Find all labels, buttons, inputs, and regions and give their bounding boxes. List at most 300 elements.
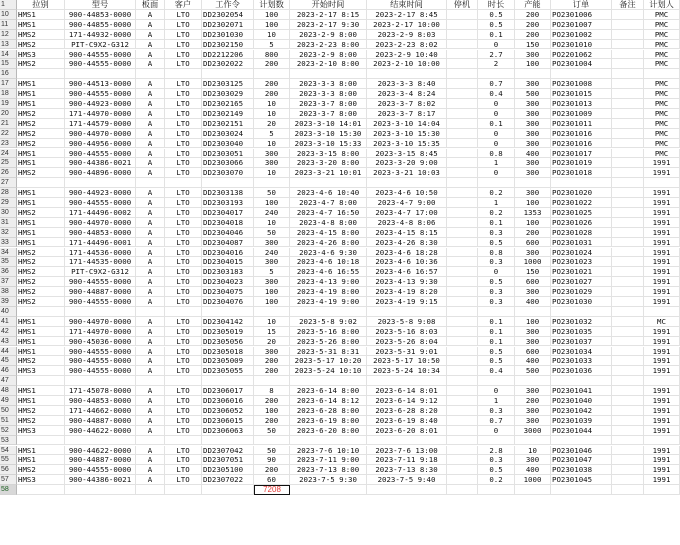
cell-duration[interactable]: 0.1 (478, 218, 515, 228)
row-number[interactable]: 25 (0, 158, 17, 168)
cell-model[interactable]: 900-44853-0000 (65, 228, 136, 238)
cell-work-order[interactable]: DD2302151 (202, 119, 254, 129)
cell-planner[interactable]: MC (644, 317, 680, 327)
cell-model[interactable]: 900-44555-0000 (65, 59, 136, 69)
cell-side[interactable]: A (136, 20, 165, 30)
cell-remark[interactable] (612, 436, 644, 446)
cell-downtime[interactable] (447, 59, 478, 69)
cell-downtime[interactable] (447, 218, 478, 228)
cell-end-time[interactable]: 2023-4-6 10:50 (367, 188, 447, 198)
cell-capacity[interactable]: 400 (515, 356, 551, 366)
cell-order[interactable]: PO2301032 (551, 317, 612, 327)
cell-side[interactable]: A (136, 396, 165, 406)
cell-work-order[interactable]: DD2304075 (202, 287, 254, 297)
cell-remark[interactable] (612, 79, 644, 89)
cell-planner[interactable]: PMC (644, 20, 680, 30)
cell-duration[interactable]: 0.5 (478, 356, 515, 366)
cell-downtime[interactable] (447, 366, 478, 376)
row-number[interactable]: 53 (0, 436, 17, 446)
cell-order[interactable]: PO2301004 (551, 59, 612, 69)
cell-planner[interactable]: PMC (644, 139, 680, 149)
row-number[interactable]: 24 (0, 149, 17, 159)
cell-planner[interactable] (644, 69, 680, 79)
cell-model[interactable]: 900-44513-0000 (65, 79, 136, 89)
cell-line[interactable]: HMS3 (17, 366, 65, 376)
cell-work-order[interactable]: DD2303183 (202, 267, 254, 277)
cell-downtime[interactable] (447, 406, 478, 416)
cell-order[interactable]: PO2301018 (551, 168, 612, 178)
cell-line[interactable]: HMS1 (17, 238, 65, 248)
cell-end-time[interactable]: 2023-3-7 8:17 (367, 109, 447, 119)
cell-remark[interactable] (612, 178, 644, 188)
cell-work-order[interactable]: DD2306052 (202, 406, 254, 416)
cell-customer[interactable] (165, 376, 202, 386)
cell-customer[interactable]: LTO (165, 317, 202, 327)
cell-plan-qty[interactable]: 50 (254, 446, 290, 456)
cell-order[interactable]: PO2301030 (551, 297, 612, 307)
cell-side[interactable]: A (136, 129, 165, 139)
cell-side[interactable]: A (136, 89, 165, 99)
cell-line[interactable]: HMS1 (17, 149, 65, 159)
cell-planner[interactable]: 1991 (644, 198, 680, 208)
cell-model[interactable]: 171-44496-0002 (65, 208, 136, 218)
cell-order[interactable] (551, 436, 612, 446)
row-number[interactable]: 17 (0, 79, 17, 89)
cell-planner[interactable]: 1991 (644, 327, 680, 337)
cell-remark[interactable] (612, 416, 644, 426)
cell-work-order[interactable]: DD2305055 (202, 366, 254, 376)
cell-capacity[interactable]: 150 (515, 267, 551, 277)
cell-side[interactable]: A (136, 446, 165, 456)
cell-end-time[interactable]: 2023-4-6 18:28 (367, 248, 447, 258)
cell-plan-qty[interactable]: 800 (254, 50, 290, 60)
cell-order[interactable]: PO2301016 (551, 129, 612, 139)
cell-side[interactable]: A (136, 287, 165, 297)
cell-capacity[interactable]: 400 (515, 465, 551, 475)
cell-duration[interactable]: 1 (478, 198, 515, 208)
row-number[interactable]: 38 (0, 287, 17, 297)
cell-remark[interactable] (612, 158, 644, 168)
cell-work-order[interactable]: DD2305019 (202, 327, 254, 337)
row-number[interactable]: 30 (0, 208, 17, 218)
cell-side[interactable]: A (136, 356, 165, 366)
cell-end-time[interactable]: 2023-3-21 10:03 (367, 168, 447, 178)
cell-order[interactable] (551, 178, 612, 188)
cell-capacity[interactable]: 300 (515, 455, 551, 465)
cell-line[interactable]: HMS2 (17, 208, 65, 218)
cell-planner[interactable]: PMC (644, 79, 680, 89)
cell-duration[interactable]: 0.3 (478, 406, 515, 416)
cell-capacity[interactable]: 300 (515, 337, 551, 347)
cell-capacity[interactable]: 200 (515, 30, 551, 40)
cell-model[interactable]: 900-44923-0000 (65, 188, 136, 198)
cell-capacity[interactable]: 1000 (515, 257, 551, 267)
cell-start-time[interactable]: 2023-6-14 8:00 (290, 386, 367, 396)
row-number[interactable]: 13 (0, 40, 17, 50)
cell-work-order[interactable]: DD2302150 (202, 40, 254, 50)
cell-line[interactable]: HMS2 (17, 465, 65, 475)
cell-capacity[interactable]: 300 (515, 386, 551, 396)
cell-downtime[interactable] (447, 317, 478, 327)
row-number[interactable]: 56 (0, 465, 17, 475)
header-cell-line[interactable]: 拉别 (17, 0, 65, 10)
cell-remark[interactable] (612, 396, 644, 406)
cell-downtime[interactable] (447, 119, 478, 129)
cell-model[interactable]: PIT-C9X2-G312 (65, 40, 136, 50)
cell-work-order[interactable]: DD2306063 (202, 426, 254, 436)
row-number[interactable]: 44 (0, 347, 17, 357)
cell-end-time[interactable]: 2023-3-3 8:40 (367, 79, 447, 89)
row-number[interactable]: 26 (0, 168, 17, 178)
cell-plan-qty[interactable]: 100 (254, 406, 290, 416)
cell-remark[interactable] (612, 188, 644, 198)
cell-line[interactable]: HMS2 (17, 40, 65, 50)
cell-customer[interactable]: LTO (165, 416, 202, 426)
row-number[interactable]: 47 (0, 376, 17, 386)
cell-start-time[interactable]: 2023-5-17 10:20 (290, 356, 367, 366)
cell-customer[interactable] (165, 485, 202, 495)
cell-model[interactable]: 900-44896-0000 (65, 168, 136, 178)
cell-model[interactable] (65, 178, 136, 188)
cell-end-time[interactable]: 2023-5-31 9:01 (367, 347, 447, 357)
cell-model[interactable]: 900-44887-0000 (65, 416, 136, 426)
cell-work-order[interactable]: DD2304018 (202, 218, 254, 228)
cell-start-time[interactable]: 2023-3-7 8:00 (290, 99, 367, 109)
cell-planner[interactable] (644, 307, 680, 317)
cell-end-time[interactable]: 2023-5-8 9:08 (367, 317, 447, 327)
cell-start-time[interactable] (290, 307, 367, 317)
cell-work-order[interactable]: DD2305056 (202, 337, 254, 347)
cell-work-order[interactable]: DD2304023 (202, 277, 254, 287)
cell-order[interactable]: PO2301010 (551, 40, 612, 50)
cell-downtime[interactable] (447, 50, 478, 60)
cell-plan-qty[interactable]: 100 (254, 20, 290, 30)
cell-side[interactable] (136, 307, 165, 317)
cell-duration[interactable]: 0.3 (478, 257, 515, 267)
cell-end-time[interactable] (367, 376, 447, 386)
cell-customer[interactable]: LTO (165, 40, 202, 50)
cell-work-order[interactable]: DD2212206 (202, 50, 254, 60)
cell-order[interactable]: PO2301045 (551, 475, 612, 485)
cell-start-time[interactable] (290, 485, 367, 495)
cell-downtime[interactable] (447, 287, 478, 297)
cell-order[interactable]: PO2301027 (551, 277, 612, 287)
cell-start-time[interactable]: 2023-3-7 8:00 (290, 109, 367, 119)
cell-work-order[interactable]: DD2303029 (202, 89, 254, 99)
cell-end-time[interactable]: 2023-4-8 8:06 (367, 218, 447, 228)
cell-order[interactable]: PO2301033 (551, 356, 612, 366)
cell-duration[interactable]: 0.3 (478, 228, 515, 238)
cell-remark[interactable] (612, 109, 644, 119)
cell-customer[interactable]: LTO (165, 426, 202, 436)
cell-downtime[interactable] (447, 455, 478, 465)
row-number[interactable]: 55 (0, 455, 17, 465)
cell-model[interactable]: 900-44386-0021 (65, 475, 136, 485)
cell-line[interactable]: HMS2 (17, 267, 65, 277)
cell-end-time[interactable]: 2023-4-15 8:15 (367, 228, 447, 238)
cell-model[interactable]: 900-44555-0000 (65, 198, 136, 208)
cell-capacity[interactable]: 300 (515, 188, 551, 198)
row-number[interactable]: 33 (0, 238, 17, 248)
cell-customer[interactable]: LTO (165, 228, 202, 238)
cell-work-order[interactable] (202, 178, 254, 188)
cell-duration[interactable]: 2.8 (478, 446, 515, 456)
cell-order[interactable]: PO2301037 (551, 337, 612, 347)
cell-downtime[interactable] (447, 436, 478, 446)
cell-line[interactable]: HMS2 (17, 257, 65, 267)
cell-line[interactable]: HMS1 (17, 337, 65, 347)
cell-start-time[interactable] (290, 178, 367, 188)
cell-model[interactable] (65, 69, 136, 79)
row-number[interactable]: 15 (0, 59, 17, 69)
cell-start-time[interactable]: 2023-5-8 9:02 (290, 317, 367, 327)
cell-duration[interactable]: 1 (478, 158, 515, 168)
cell-downtime[interactable] (447, 257, 478, 267)
cell-downtime[interactable] (447, 79, 478, 89)
row-number[interactable]: 51 (0, 416, 17, 426)
cell-order[interactable]: PO2301031 (551, 238, 612, 248)
cell-remark[interactable] (612, 59, 644, 69)
cell-work-order[interactable]: DD2303040 (202, 139, 254, 149)
cell-duration[interactable]: 0 (478, 129, 515, 139)
cell-planner[interactable]: 1991 (644, 455, 680, 465)
cell-planner[interactable]: 1991 (644, 158, 680, 168)
cell-start-time[interactable]: 2023-3-10 14:01 (290, 119, 367, 129)
cell-remark[interactable] (612, 119, 644, 129)
cell-planner[interactable]: 1991 (644, 406, 680, 416)
cell-order[interactable]: PO2301013 (551, 99, 612, 109)
cell-model[interactable]: 900-44555-0000 (65, 347, 136, 357)
cell-plan-qty[interactable] (254, 376, 290, 386)
cell-planner[interactable]: 1991 (644, 297, 680, 307)
cell-line[interactable]: HMS1 (17, 20, 65, 30)
cell-work-order[interactable]: DD2306016 (202, 396, 254, 406)
cell-remark[interactable] (612, 277, 644, 287)
cell-customer[interactable] (165, 178, 202, 188)
cell-downtime[interactable] (447, 69, 478, 79)
cell-line[interactable]: HMS2 (17, 277, 65, 287)
cell-plan-qty[interactable]: 10 (254, 30, 290, 40)
cell-downtime[interactable] (447, 20, 478, 30)
cell-customer[interactable]: LTO (165, 475, 202, 485)
header-cell-work-order[interactable]: 工作令 (202, 0, 254, 10)
cell-remark[interactable] (612, 149, 644, 159)
cell-customer[interactable]: LTO (165, 257, 202, 267)
row-number[interactable]: 18 (0, 89, 17, 99)
cell-customer[interactable]: LTO (165, 455, 202, 465)
cell-capacity[interactable]: 300 (515, 79, 551, 89)
cell-capacity[interactable]: 300 (515, 119, 551, 129)
cell-customer[interactable]: LTO (165, 20, 202, 30)
cell-plan-qty[interactable]: 200 (254, 396, 290, 406)
cell-end-time[interactable]: 2023-4-7 9:00 (367, 198, 447, 208)
cell-remark[interactable] (612, 337, 644, 347)
cell-duration[interactable]: 0 (478, 139, 515, 149)
cell-capacity[interactable] (515, 307, 551, 317)
cell-remark[interactable] (612, 455, 644, 465)
cell-line[interactable] (17, 178, 65, 188)
cell-plan-qty[interactable]: 100 (254, 198, 290, 208)
cell-end-time[interactable]: 2023-2-9 10:40 (367, 50, 447, 60)
row-number[interactable]: 23 (0, 139, 17, 149)
cell-downtime[interactable] (447, 376, 478, 386)
cell-remark[interactable] (612, 406, 644, 416)
cell-planner[interactable] (644, 485, 680, 495)
row-number[interactable]: 32 (0, 228, 17, 238)
cell-downtime[interactable] (447, 40, 478, 50)
cell-line[interactable]: HMS2 (17, 406, 65, 416)
cell-side[interactable]: A (136, 228, 165, 238)
cell-customer[interactable]: LTO (165, 89, 202, 99)
cell-downtime[interactable] (447, 238, 478, 248)
cell-duration[interactable]: 0.1 (478, 30, 515, 40)
cell-model[interactable]: 900-44622-0000 (65, 446, 136, 456)
cell-planner[interactable]: 1991 (644, 277, 680, 287)
cell-capacity[interactable]: 100 (515, 218, 551, 228)
cell-line[interactable]: HMS1 (17, 10, 65, 20)
row-number[interactable]: 57 (0, 475, 17, 485)
cell-side[interactable]: A (136, 119, 165, 129)
cell-end-time[interactable]: 2023-4-19 9:15 (367, 297, 447, 307)
cell-downtime[interactable] (447, 129, 478, 139)
cell-remark[interactable] (612, 238, 644, 248)
cell-end-time[interactable]: 2023-3-15 8:45 (367, 149, 447, 159)
cell-capacity[interactable]: 3000 (515, 426, 551, 436)
cell-capacity[interactable] (515, 436, 551, 446)
row-number[interactable]: 49 (0, 396, 17, 406)
cell-remark[interactable] (612, 475, 644, 485)
cell-customer[interactable]: LTO (165, 446, 202, 456)
cell-end-time[interactable]: 2023-6-28 8:20 (367, 406, 447, 416)
cell-end-time[interactable] (367, 436, 447, 446)
cell-side[interactable]: A (136, 188, 165, 198)
cell-start-time[interactable]: 2023-4-7 8:00 (290, 198, 367, 208)
cell-customer[interactable]: LTO (165, 10, 202, 20)
cell-downtime[interactable] (447, 297, 478, 307)
cell-customer[interactable]: LTO (165, 188, 202, 198)
row-number[interactable]: 45 (0, 356, 17, 366)
cell-duration[interactable]: 0.4 (478, 366, 515, 376)
cell-plan-qty[interactable]: 200 (254, 79, 290, 89)
cell-side[interactable] (136, 485, 165, 495)
cell-model[interactable]: 900-45036-0000 (65, 337, 136, 347)
cell-start-time[interactable]: 2023-3-20 8:00 (290, 158, 367, 168)
cell-end-time[interactable]: 2023-5-17 10:50 (367, 356, 447, 366)
cell-customer[interactable]: LTO (165, 218, 202, 228)
cell-line[interactable]: HMS2 (17, 129, 65, 139)
cell-start-time[interactable]: 2023-5-24 10:10 (290, 366, 367, 376)
cell-plan-qty[interactable] (254, 69, 290, 79)
cell-model[interactable]: 171-44662-0000 (65, 406, 136, 416)
cell-planner[interactable] (644, 376, 680, 386)
cell-end-time[interactable]: 2023-6-14 9:12 (367, 396, 447, 406)
cell-work-order[interactable]: DD2306015 (202, 416, 254, 426)
cell-remark[interactable] (612, 287, 644, 297)
cell-work-order[interactable]: DD2304016 (202, 248, 254, 258)
row-number[interactable]: 34 (0, 248, 17, 258)
cell-work-order[interactable]: DD2302165 (202, 99, 254, 109)
cell-end-time[interactable]: 2023-3-10 15:35 (367, 139, 447, 149)
cell-remark[interactable] (612, 307, 644, 317)
cell-remark[interactable] (612, 129, 644, 139)
cell-work-order[interactable] (202, 436, 254, 446)
cell-planner[interactable]: 1991 (644, 257, 680, 267)
cell-remark[interactable] (612, 40, 644, 50)
cell-end-time[interactable]: 2023-3-7 8:02 (367, 99, 447, 109)
cell-duration[interactable]: 0.1 (478, 337, 515, 347)
cell-line[interactable]: HMS2 (17, 168, 65, 178)
cell-customer[interactable]: LTO (165, 139, 202, 149)
cell-customer[interactable]: LTO (165, 30, 202, 40)
cell-remark[interactable] (612, 99, 644, 109)
cell-end-time[interactable]: 2023-4-7 17:00 (367, 208, 447, 218)
cell-duration[interactable]: 0.1 (478, 317, 515, 327)
cell-duration[interactable]: 0.5 (478, 277, 515, 287)
cell-customer[interactable]: LTO (165, 50, 202, 60)
cell-remark[interactable] (612, 267, 644, 277)
cell-order[interactable]: PO2201062 (551, 50, 612, 60)
cell-order[interactable]: PO2301038 (551, 465, 612, 475)
cell-planner[interactable]: 1991 (644, 248, 680, 258)
cell-model[interactable]: 900-44853-0000 (65, 396, 136, 406)
cell-start-time[interactable]: 2023-2-9 8:00 (290, 30, 367, 40)
cell-capacity[interactable]: 400 (515, 149, 551, 159)
cell-line[interactable]: HMS1 (17, 89, 65, 99)
cell-start-time[interactable]: 2023-7-6 10:10 (290, 446, 367, 456)
cell-downtime[interactable] (447, 30, 478, 40)
cell-end-time[interactable]: 2023-6-20 8:01 (367, 426, 447, 436)
cell-duration[interactable] (478, 69, 515, 79)
cell-plan-qty[interactable]: 10 (254, 317, 290, 327)
cell-work-order[interactable]: DD2301030 (202, 30, 254, 40)
cell-plan-qty[interactable]: 200 (254, 366, 290, 376)
cell-planner[interactable]: 1991 (644, 188, 680, 198)
cell-capacity[interactable]: 300 (515, 139, 551, 149)
cell-downtime[interactable] (447, 89, 478, 99)
cell-model[interactable]: 900-44855-0000 (65, 20, 136, 30)
header-cell-start-time[interactable]: 开始时间 (290, 0, 367, 10)
cell-order[interactable]: PO2301041 (551, 386, 612, 396)
cell-side[interactable]: A (136, 267, 165, 277)
cell-capacity[interactable]: 400 (515, 297, 551, 307)
cell-work-order[interactable]: DD2303193 (202, 198, 254, 208)
cell-order[interactable]: PO2301035 (551, 327, 612, 337)
cell-line[interactable] (17, 436, 65, 446)
cell-duration[interactable]: 0 (478, 267, 515, 277)
cell-model[interactable]: 900-44555-0000 (65, 356, 136, 366)
cell-start-time[interactable]: 2023-7-5 9:30 (290, 475, 367, 485)
cell-capacity[interactable]: 1353 (515, 208, 551, 218)
row-number[interactable]: 54 (0, 446, 17, 456)
cell-line[interactable] (17, 485, 65, 495)
cell-start-time[interactable] (290, 436, 367, 446)
cell-remark[interactable] (612, 376, 644, 386)
header-cell-order[interactable]: 订单 (551, 0, 612, 10)
cell-start-time[interactable]: 2023-6-28 8:00 (290, 406, 367, 416)
cell-start-time[interactable]: 2023-4-7 16:50 (290, 208, 367, 218)
cell-work-order[interactable]: DD2306017 (202, 386, 254, 396)
cell-end-time[interactable] (367, 69, 447, 79)
cell-work-order[interactable]: DD2302022 (202, 59, 254, 69)
cell-end-time[interactable]: 2023-7-13 8:30 (367, 465, 447, 475)
cell-side[interactable]: A (136, 257, 165, 267)
cell-end-time[interactable]: 2023-2-9 8:03 (367, 30, 447, 40)
cell-customer[interactable]: LTO (165, 168, 202, 178)
cell-planner[interactable]: 1991 (644, 218, 680, 228)
cell-work-order[interactable]: DD2303138 (202, 188, 254, 198)
cell-plan-qty[interactable]: 300 (254, 238, 290, 248)
cell-downtime[interactable] (447, 267, 478, 277)
